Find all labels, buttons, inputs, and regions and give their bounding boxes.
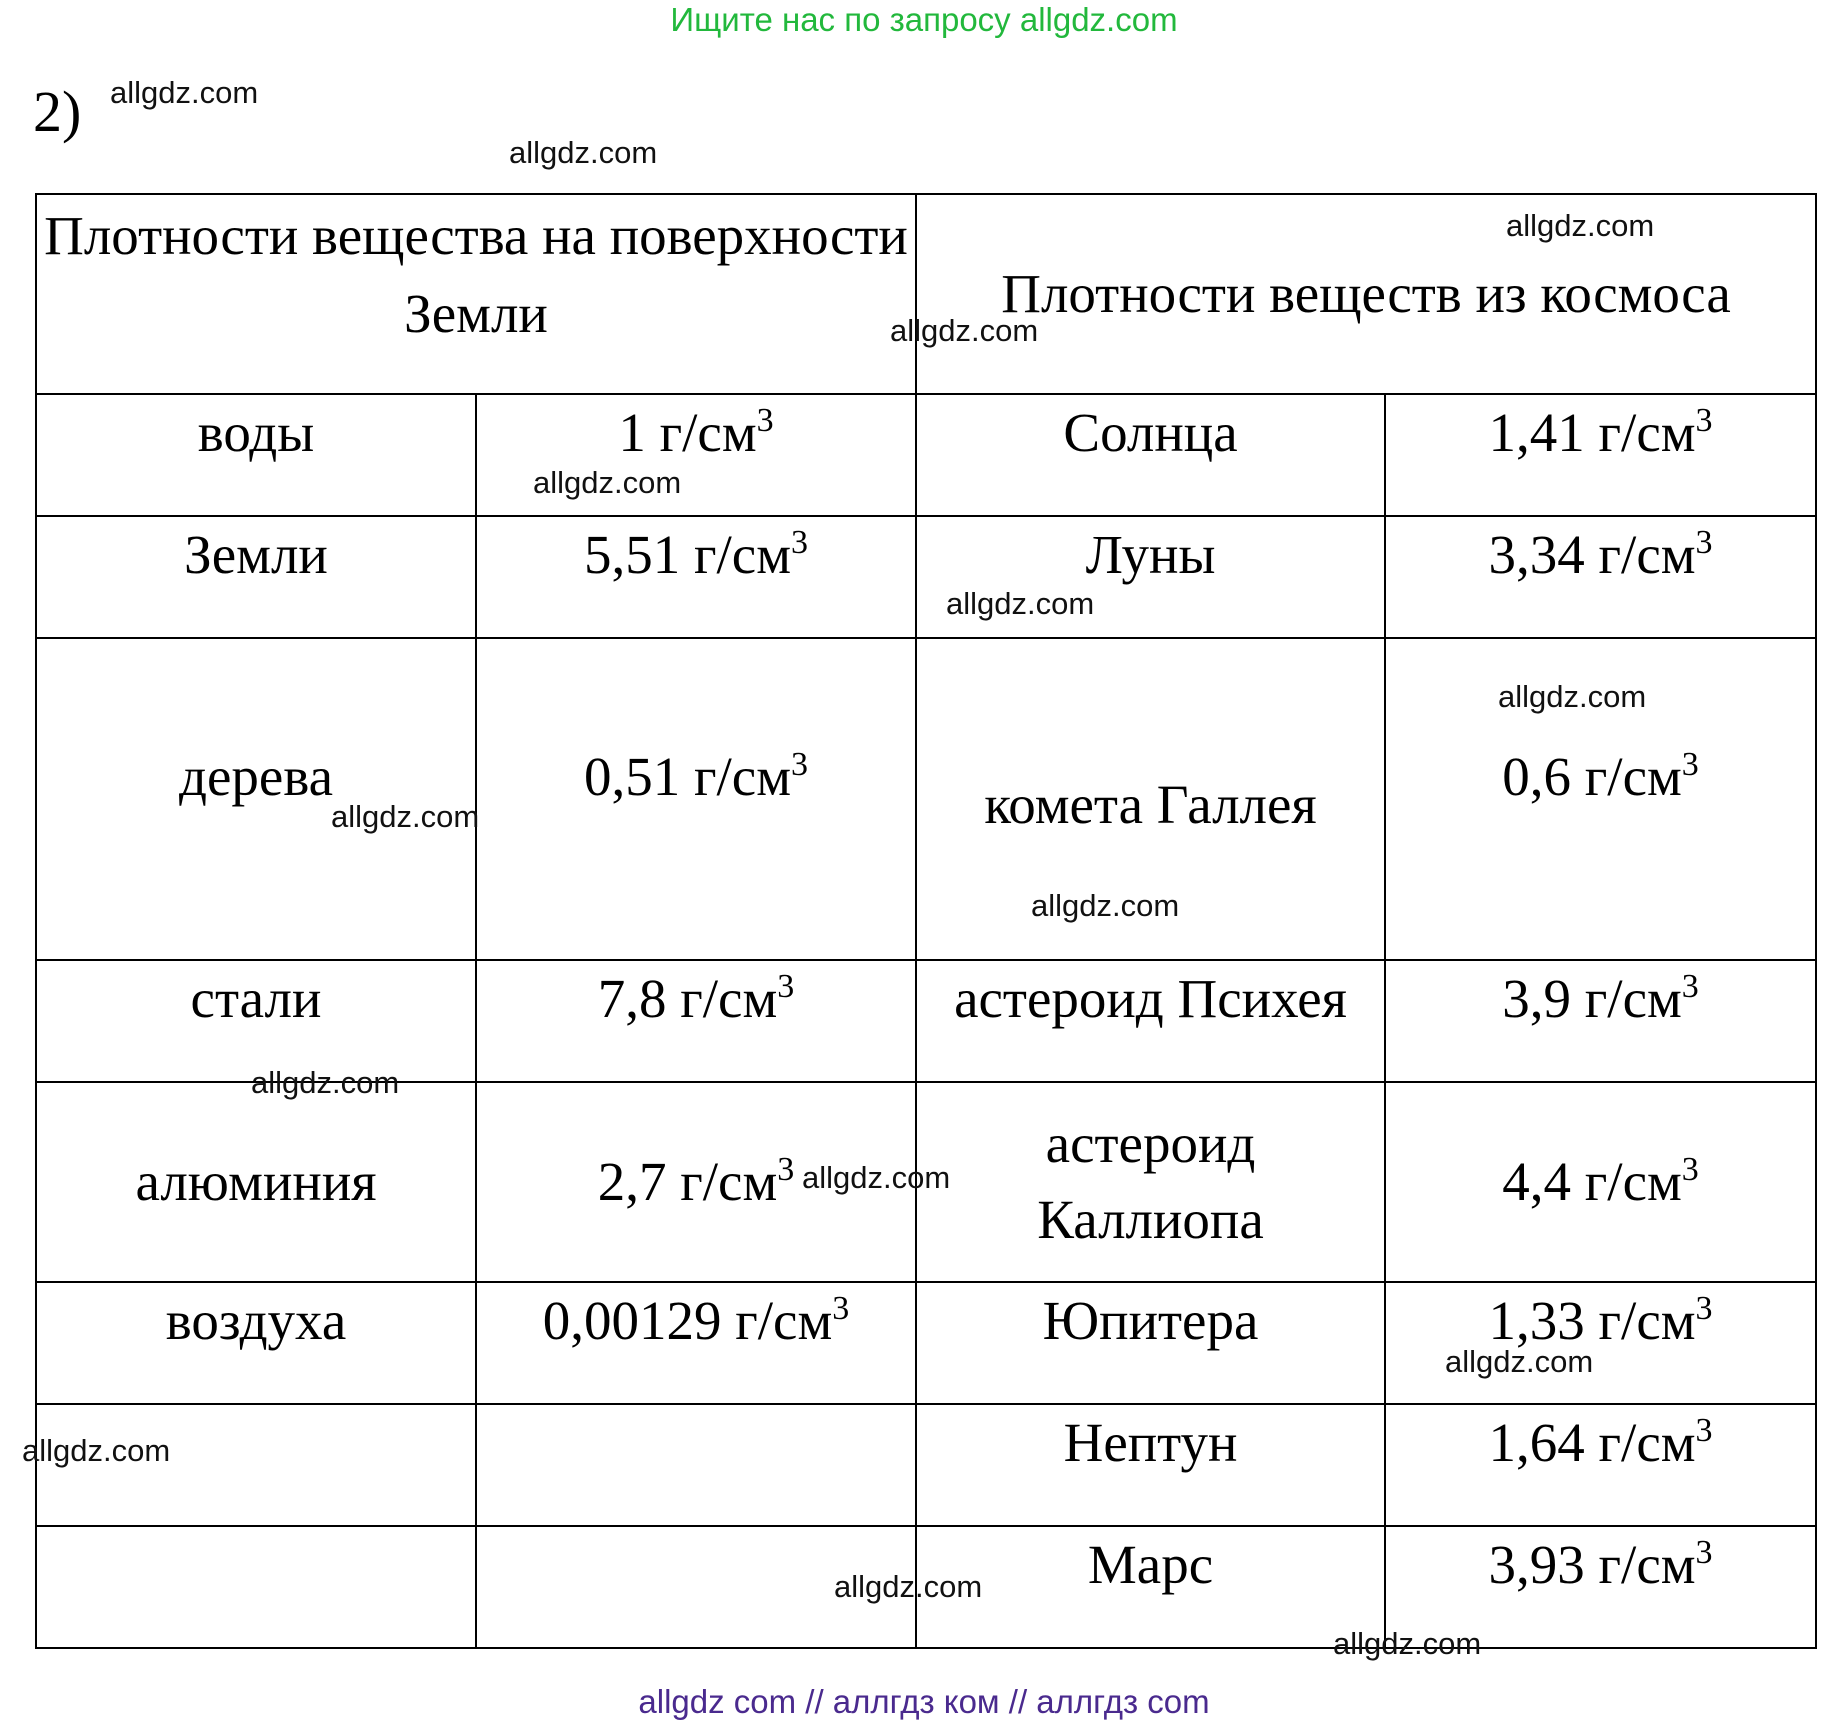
space-density-value: 3,9 — [1502, 968, 1571, 1029]
earth-density-value: 0,00129 — [542, 1290, 722, 1351]
unit-power: 3 — [1695, 402, 1713, 439]
unit-power: 3 — [1695, 1412, 1713, 1449]
earth-substance: алюминия — [135, 1151, 377, 1212]
earth-density-cell — [476, 960, 916, 1082]
unit: г/см — [1598, 1534, 1696, 1595]
header-space — [916, 194, 1816, 394]
space-density-value: 1,41 — [1488, 402, 1585, 463]
unit-power: 3 — [832, 1290, 850, 1327]
earth-substance-cell — [36, 516, 476, 638]
space-density-value: 1,33 — [1488, 1290, 1585, 1351]
space-density-value: 4,4 — [1502, 1151, 1571, 1212]
space-object: комета Галлея — [984, 774, 1317, 835]
unit-power: 3 — [1695, 1534, 1713, 1571]
unit-power: 3 — [777, 968, 795, 1005]
earth-density-cell — [476, 516, 916, 638]
unit-power: 3 — [791, 524, 809, 561]
space-object-cell — [916, 1282, 1385, 1404]
earth-density-cell — [476, 1404, 916, 1526]
bottom-banner: allgdz com // аллгдз ком // аллгдз com — [638, 1683, 1210, 1720]
earth-substance: стали — [190, 968, 322, 1029]
unit-power: 3 — [1681, 968, 1699, 1005]
space-object: Солнца — [1063, 402, 1238, 463]
unit-power: 3 — [1695, 1290, 1713, 1327]
space-density-value: 0,6 — [1502, 746, 1571, 807]
watermark: allgdz.com — [533, 465, 682, 500]
unit: г/см — [1598, 1412, 1696, 1473]
watermark: allgdz.com — [1445, 1344, 1594, 1379]
space-density-cell — [1385, 1082, 1816, 1282]
watermark: allgdz.com — [331, 799, 480, 834]
space-object-cell — [916, 1526, 1385, 1648]
watermark: allgdz.com — [834, 1569, 983, 1604]
earth-substance: воздуха — [165, 1290, 347, 1351]
top-banner: Ищите нас по запросу allgdz.com — [670, 1, 1178, 38]
space-object: Нептун — [1063, 1412, 1238, 1473]
watermark: allgdz.com — [802, 1160, 951, 1195]
space-object-cell — [916, 960, 1385, 1082]
watermark: allgdz.com — [946, 586, 1095, 621]
space-object: Марс — [1087, 1534, 1214, 1595]
earth-density-cell — [476, 1282, 916, 1404]
earth-density-value: 0,51 — [583, 746, 681, 807]
unit: г/см — [693, 524, 792, 585]
space-object: астероид Психея — [954, 968, 1347, 1029]
unit-power: 3 — [1681, 1151, 1699, 1188]
space-density-value: 3,93 — [1488, 1534, 1585, 1595]
unit-power: 3 — [777, 1151, 795, 1188]
table-row — [36, 1282, 1816, 1404]
unit-power: 3 — [1695, 524, 1713, 561]
space-density-cell — [1385, 516, 1816, 638]
space-object: астероид Каллиопа — [1037, 1113, 1264, 1250]
space-object-cell — [916, 1082, 1385, 1282]
earth-substance-cell — [36, 1082, 476, 1282]
watermark: allgdz.com — [509, 135, 658, 170]
earth-density-value: 1 — [618, 402, 646, 463]
header-earth-text: Плотности вещества на поверхности Земли — [44, 205, 908, 344]
earth-substance: воды — [197, 402, 315, 463]
earth-density-value: 7,8 — [597, 968, 667, 1029]
unit: г/см — [1584, 1151, 1682, 1212]
unit-power: 3 — [756, 402, 774, 439]
space-object-cell — [916, 394, 1385, 516]
unit: г/см — [1598, 1290, 1696, 1351]
watermark: allgdz.com — [22, 1433, 171, 1468]
watermark: allgdz.com — [890, 313, 1039, 348]
unit: г/см — [1598, 402, 1696, 463]
space-density-value: 3,34 — [1488, 524, 1585, 585]
header-earth — [36, 194, 916, 394]
unit: г/см — [1584, 968, 1682, 1029]
earth-density-cell — [476, 638, 916, 960]
earth-substance: Земли — [184, 524, 328, 585]
space-density-cell — [1385, 1282, 1816, 1404]
earth-substance: дерева — [179, 746, 333, 807]
unit: г/см — [1598, 524, 1696, 585]
earth-density-value: 5,51 — [583, 524, 681, 585]
earth-substance-cell — [36, 1526, 476, 1648]
watermark: allgdz.com — [1506, 208, 1655, 243]
unit: г/см — [680, 1151, 778, 1212]
watermark: allgdz.com — [251, 1065, 400, 1100]
space-density-cell — [1385, 960, 1816, 1082]
table-row — [36, 1404, 1816, 1526]
header-space-text: Плотности веществ из космоса — [1001, 263, 1731, 324]
earth-density-value: 2,7 — [597, 1151, 667, 1212]
unit-power: 3 — [791, 746, 809, 783]
space-density-value: 1,64 — [1488, 1412, 1585, 1473]
unit: г/см — [659, 402, 757, 463]
space-object: Луны — [1085, 524, 1216, 585]
unit: г/см — [680, 968, 778, 1029]
unit-power: 3 — [1681, 746, 1699, 783]
earth-substance-cell — [36, 960, 476, 1082]
table-row — [36, 960, 1816, 1082]
task-number: 2) — [33, 79, 82, 144]
watermark: allgdz.com — [1333, 1626, 1482, 1661]
unit: г/см — [693, 746, 792, 807]
watermark: allgdz.com — [1031, 888, 1180, 923]
density-table — [35, 193, 1817, 1649]
space-object-cell — [916, 1404, 1385, 1526]
space-density-cell — [1385, 1404, 1816, 1526]
table-row — [36, 516, 1816, 638]
unit: г/см — [735, 1290, 833, 1351]
table-row — [36, 394, 1816, 516]
space-object: Юпитера — [1042, 1290, 1259, 1351]
unit: г/см — [1584, 746, 1682, 807]
earth-substance-cell — [36, 1282, 476, 1404]
watermark: allgdz.com — [1498, 679, 1647, 714]
space-density-cell — [1385, 394, 1816, 516]
watermark: allgdz.com — [110, 75, 259, 110]
earth-substance-cell — [36, 394, 476, 516]
